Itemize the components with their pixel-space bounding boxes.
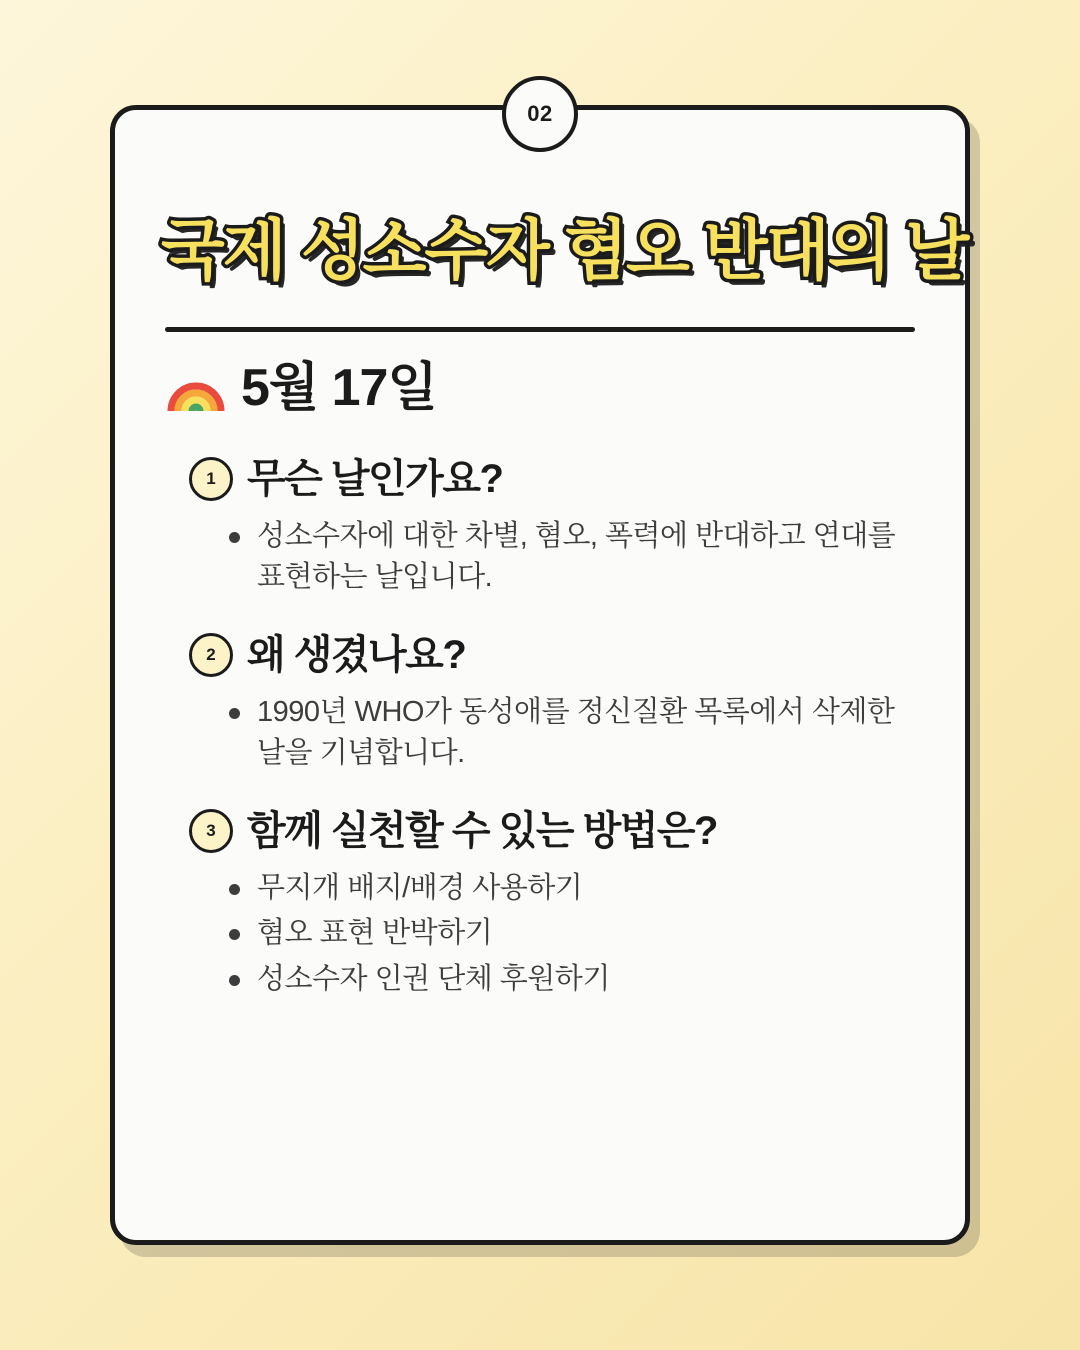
qa-number-badge: 1: [189, 457, 233, 501]
qa-section-2: [161, 632, 919, 774]
qa-number-badge: 2: [189, 633, 233, 677]
qa-heading: [189, 808, 919, 854]
qa-question: 함께 실천할 수 있는 방법은?: [247, 809, 717, 854]
date-text: 5월 17일: [241, 358, 437, 417]
page-title: 국제 성소수자 혐오 반대의 날: [161, 213, 968, 287]
title-divider: [165, 327, 915, 332]
qa-heading: [189, 456, 919, 502]
date-row: [161, 358, 919, 417]
qa-bullet-list: [189, 868, 919, 1000]
list-item: 성소수자 인권 단체 후원하기: [223, 959, 919, 1000]
list-item: 1990년 WHO가 동성애를 정신질환 목록에서 삭제한 날을 기념합니다.: [223, 692, 919, 774]
qa-section-3: [161, 808, 919, 1000]
qa-section-1: [161, 456, 919, 598]
step-badge: 02: [502, 76, 578, 152]
list-item: 무지개 배지/배경 사용하기: [223, 868, 919, 909]
qa-question: 왜 생겼나요?: [247, 632, 466, 677]
qa-number-badge: 3: [189, 809, 233, 853]
qa-heading: [189, 632, 919, 678]
content-card: [110, 101, 970, 1245]
list-item: 성소수자에 대한 차별, 혐오, 폭력에 반대하고 연대를 표현하는 날입니다.: [223, 516, 919, 598]
qa-bullet-list: [189, 692, 919, 774]
rainbow-icon: [165, 365, 227, 411]
list-item: 혐오 표현 반박하기: [223, 913, 919, 954]
qa-question: 무슨 날인가요?: [247, 456, 503, 501]
qa-bullet-list: [189, 516, 919, 598]
title-container: [161, 213, 968, 287]
